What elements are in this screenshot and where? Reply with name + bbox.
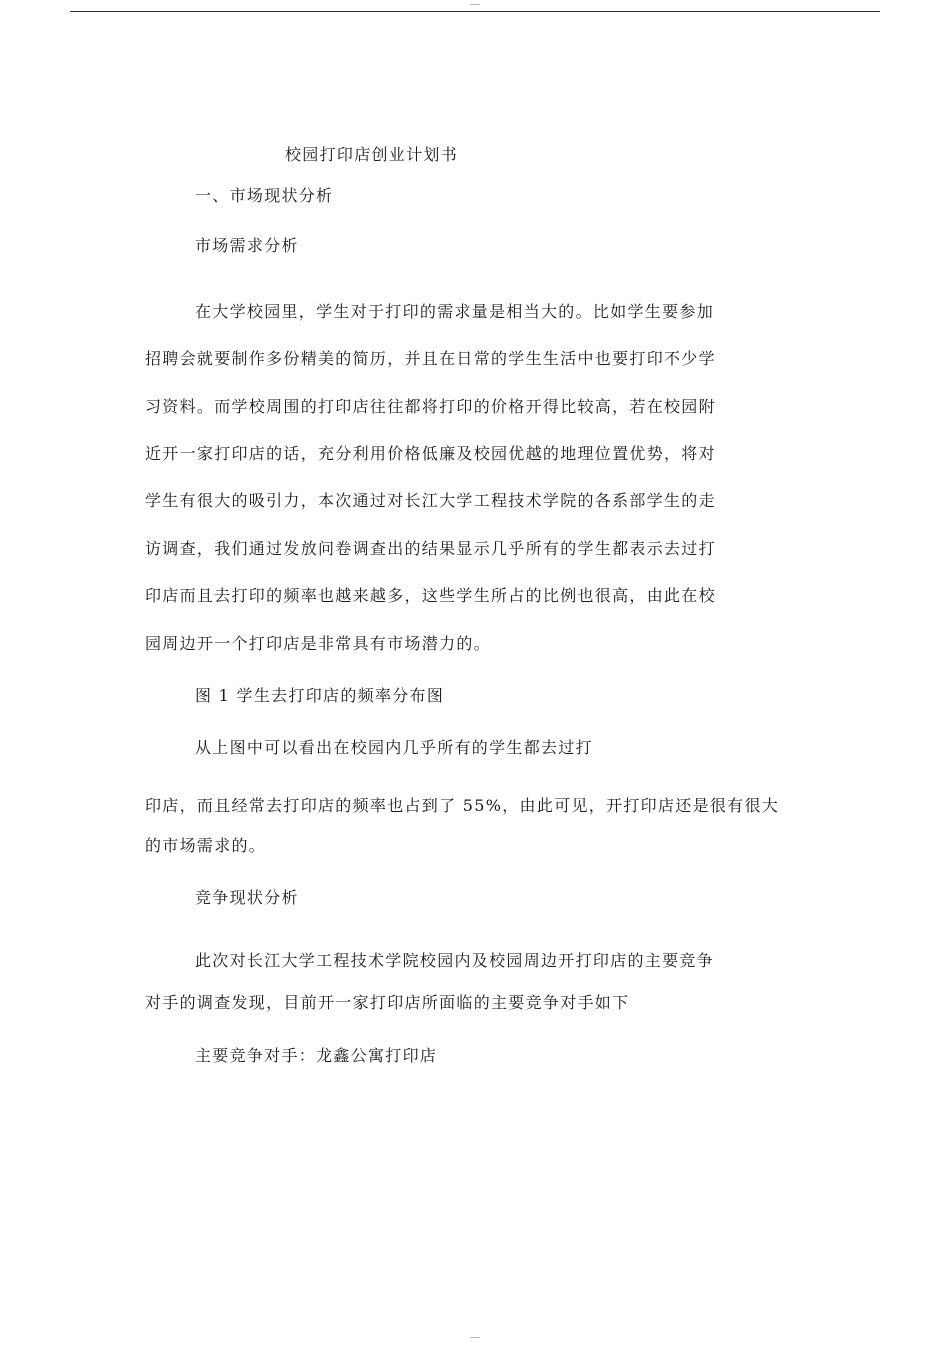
header-rule bbox=[70, 11, 880, 12]
document-title: 校园打印店创业计划书 bbox=[285, 145, 459, 164]
footer-mark bbox=[470, 1337, 480, 1338]
header-mark bbox=[470, 4, 480, 5]
subheading-demand: 市场需求分析 bbox=[195, 236, 299, 255]
paragraph-line: 印店而且去打印的频率也越来越多，这些学生所占的比例也很高，由此在校 bbox=[145, 586, 716, 605]
paragraph-line: 此次对长江大学工程技术学院校园内及校园周边开打印店的主要竞争 bbox=[195, 951, 715, 970]
paragraph-line: 习资料。而学校周围的打印店往往都将打印的价格开得比较高，若在校园附 bbox=[145, 397, 716, 416]
competitor-line: 主要竞争对手：龙鑫公寓打印店 bbox=[195, 1046, 438, 1065]
section-heading: 一、市场现状分析 bbox=[195, 186, 334, 205]
paragraph-line: 的市场需求的。 bbox=[145, 836, 267, 855]
paragraph-line: 学生有很大的吸引力，本次通过对长江大学工程技术学院的各系部学生的走 bbox=[145, 491, 716, 510]
paragraph-line: 招聘会就要制作多份精美的简历，并且在日常的学生生活中也要打印不少学 bbox=[145, 349, 716, 368]
paragraph-line: 印店，而且经常去打印店的频率也占到了 55%，由此可见，开打印店还是很有很大 bbox=[145, 796, 780, 815]
paragraph-line: 近开一家打印店的话，充分利用价格低廉及校园优越的地理位置优势，将对 bbox=[145, 444, 716, 463]
figure-caption: 图 1 学生去打印店的频率分布图 bbox=[195, 686, 445, 705]
paragraph-line: 对手的调查发现，目前开一家打印店所面临的主要竞争对手如下 bbox=[145, 993, 630, 1012]
paragraph-line: 园周边开一个打印店是非常具有市场潜力的。 bbox=[145, 634, 492, 653]
subheading-competition: 竞争现状分析 bbox=[195, 888, 299, 907]
paragraph-line: 在大学校园里，学生对于打印的需求量是相当大的。比如学生要参加 bbox=[195, 302, 715, 321]
paragraph-line: 从上图中可以看出在校园内几乎所有的学生都去过打 bbox=[195, 738, 593, 757]
paragraph-line: 访调查，我们通过发放问卷调查出的结果显示几乎所有的学生都表示去过打 bbox=[145, 539, 716, 558]
